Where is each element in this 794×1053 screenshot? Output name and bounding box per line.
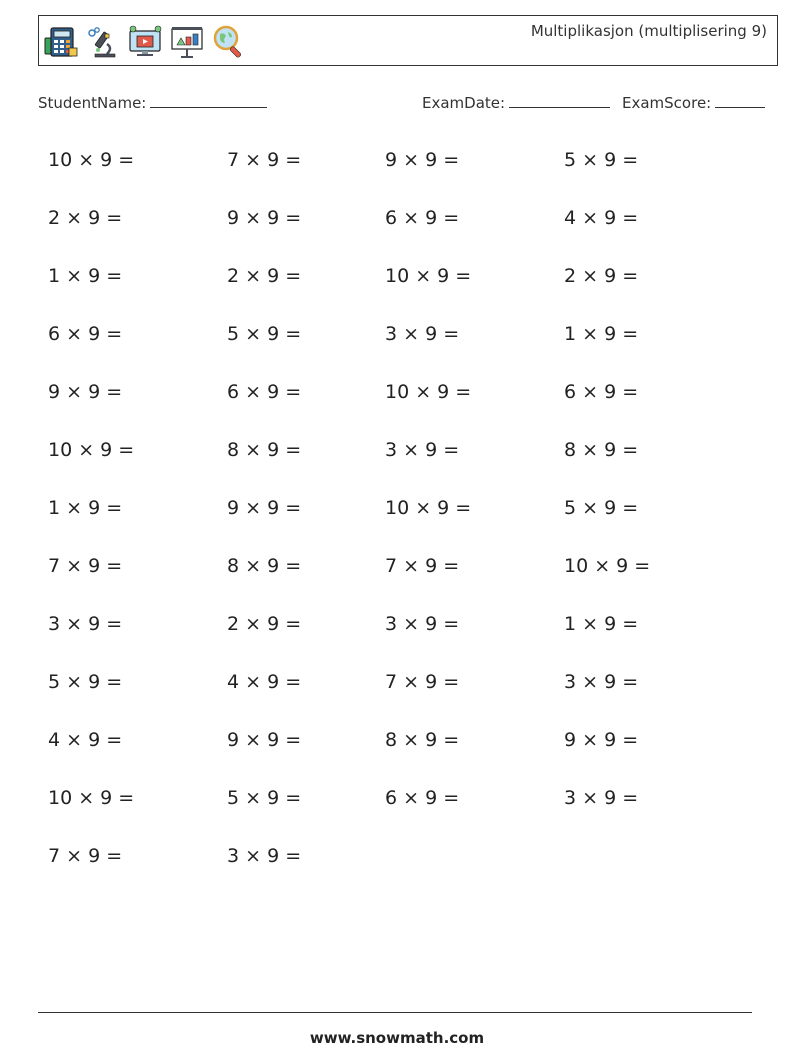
problem-item: 1 × 9 =: [564, 613, 639, 635]
student-name-label: StudentName:: [38, 94, 147, 112]
problem-item: 6 × 9 =: [564, 381, 639, 403]
problem-item: 10 × 9 =: [385, 497, 472, 519]
problem-item: 7 × 9 =: [385, 555, 460, 577]
problem-item: 6 × 9 =: [227, 381, 302, 403]
problem-item: 6 × 9 =: [48, 323, 123, 345]
problem-item: 2 × 9 =: [227, 613, 302, 635]
problem-item: 7 × 9 =: [48, 845, 123, 867]
problem-item: 7 × 9 =: [227, 149, 302, 171]
problem-item: 8 × 9 =: [227, 555, 302, 577]
microscope-icon: [85, 24, 121, 60]
calculator-icon: [43, 24, 79, 60]
header-icons: [43, 22, 247, 62]
header-box: [38, 15, 778, 66]
problem-item: 7 × 9 =: [48, 555, 123, 577]
footer-divider: [38, 1012, 752, 1013]
problem-item: 10 × 9 =: [564, 555, 651, 577]
problem-item: 10 × 9 =: [385, 265, 472, 287]
problem-item: 10 × 9 =: [48, 149, 135, 171]
monitor-video-icon: [127, 24, 163, 60]
problem-item: 10 × 9 =: [48, 787, 135, 809]
problem-item: 2 × 9 =: [48, 207, 123, 229]
problem-item: 8 × 9 =: [385, 729, 460, 751]
student-name-blank[interactable]: [150, 93, 267, 108]
problem-item: 2 × 9 =: [564, 265, 639, 287]
problem-item: 3 × 9 =: [227, 845, 302, 867]
problem-item: 9 × 9 =: [227, 207, 302, 229]
problem-item: 5 × 9 =: [227, 787, 302, 809]
problem-item: 9 × 9 =: [227, 729, 302, 751]
problem-item: 3 × 9 =: [385, 323, 460, 345]
problem-item: 6 × 9 =: [385, 787, 460, 809]
problem-item: 9 × 9 =: [564, 729, 639, 751]
problem-item: 5 × 9 =: [227, 323, 302, 345]
worksheet-title: Multiplikasjon (multiplisering 9): [530, 22, 767, 40]
problem-item: 1 × 9 =: [48, 265, 123, 287]
exam-score-label: ExamScore:: [622, 94, 712, 112]
problem-item: 3 × 9 =: [564, 671, 639, 693]
footer-website: www.snowmath.com: [309, 1029, 485, 1047]
exam-date-field: [422, 93, 610, 112]
problem-item: 4 × 9 =: [564, 207, 639, 229]
exam-score-field: [622, 93, 765, 112]
problem-item: 7 × 9 =: [385, 671, 460, 693]
problem-item: 5 × 9 =: [48, 671, 123, 693]
exam-score-blank[interactable]: [715, 93, 765, 108]
problem-item: 3 × 9 =: [385, 613, 460, 635]
exam-date-blank[interactable]: [509, 93, 610, 108]
magnifier-globe-icon: [211, 24, 247, 60]
problem-item: 5 × 9 =: [564, 497, 639, 519]
problem-item: 5 × 9 =: [564, 149, 639, 171]
problem-item: 1 × 9 =: [564, 323, 639, 345]
problem-item: 8 × 9 =: [227, 439, 302, 461]
problem-item: 8 × 9 =: [564, 439, 639, 461]
problem-item: 3 × 9 =: [564, 787, 639, 809]
problem-item: 2 × 9 =: [227, 265, 302, 287]
problem-item: 9 × 9 =: [48, 381, 123, 403]
problem-item: 4 × 9 =: [48, 729, 123, 751]
problem-item: 10 × 9 =: [48, 439, 135, 461]
problem-item: 9 × 9 =: [385, 149, 460, 171]
student-name-field: [38, 93, 267, 112]
problem-item: 3 × 9 =: [48, 613, 123, 635]
exam-date-label: ExamDate:: [422, 94, 506, 112]
problem-item: 4 × 9 =: [227, 671, 302, 693]
problem-item: 1 × 9 =: [48, 497, 123, 519]
problem-item: 3 × 9 =: [385, 439, 460, 461]
problem-item: 9 × 9 =: [227, 497, 302, 519]
presentation-board-icon: [169, 24, 205, 60]
problem-item: 6 × 9 =: [385, 207, 460, 229]
problem-item: 10 × 9 =: [385, 381, 472, 403]
